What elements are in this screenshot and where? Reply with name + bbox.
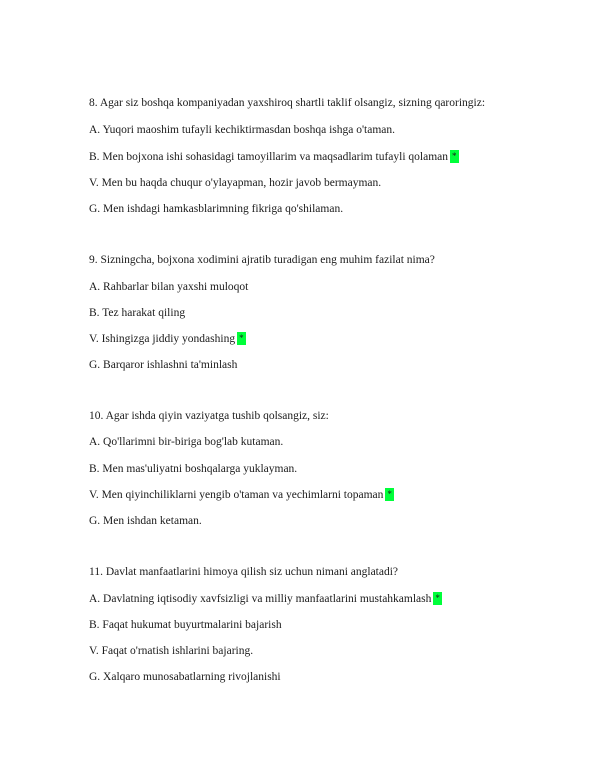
question-9-option-v-text: V. Ishingizga jiddiy yondashing (89, 333, 236, 345)
question-11-option-a (89, 592, 442, 606)
question-9-option-g: G. Barqaror ishlashni ta'minlash (89, 359, 238, 371)
question-10-option-g: G. Men ishdan ketaman. (89, 515, 202, 527)
question-11-option-g: G. Xalqaro munosabatlarning rivojlanishi (89, 671, 281, 683)
correct-answer-marker: * (239, 333, 244, 343)
question-10-text: 10. Agar ishda qiyin vaziyatga tushib qolsangiz, siz: (89, 410, 329, 422)
question-11-option-b: B. Faqat hukumat buyurtmalarini bajarish (89, 619, 282, 631)
correct-answer-marker: * (452, 151, 457, 161)
question-8-text: 8. Agar siz boshqa kompaniyadan yaxshiroq shartli taklif olsangiz, sizning qaroringiz: (89, 97, 486, 109)
question-8-option-a: A. Yuqori maoshim tufayli kechiktirmasdan boshqa ishga o'taman. (89, 124, 396, 136)
correct-answer-marker: * (387, 489, 392, 499)
question-11-option-v: V. Faqat o'rnatish ishlarini bajaring. (89, 645, 254, 657)
question-9-text: 9. Sizningcha, bojxona xodimini ajratib turadigan eng muhim fazilat nima? (89, 254, 435, 266)
question-8-option-b-text: B. Men bojxona ishi sohasidagi tamoyillarim va maqsadlarim tufayli qolaman (89, 151, 448, 163)
question-11-option-a-text: A. Davlatning iqtisodiy xavfsizligi va milliy manfaatlarini mustahkamlash (89, 593, 432, 605)
question-9-option-b: B. Tez harakat qiling (89, 307, 186, 319)
question-8-option-v: V. Men bu haqda chuqur o'ylayapman, hozir javob bermayman. (89, 177, 382, 189)
correct-answer-marker: * (435, 593, 440, 603)
question-10-option-a: A. Qo'llarimni bir-biriga bog'lab kutaman. (89, 436, 284, 448)
question-9-option-v (89, 332, 246, 346)
question-9-option-a: A. Rahbarlar bilan yaxshi muloqot (89, 281, 249, 293)
question-11-text: 11. Davlat manfaatlarini himoya qilish siz uchun nimani anglatadi? (89, 566, 399, 578)
question-10-option-b: B. Men mas'uliyatni boshqalarga yuklayman. (89, 463, 298, 475)
question-10-option-v-text: V. Men qiyinchiliklarni yengib o'taman va yechimlarni topaman (89, 489, 384, 501)
question-8-option-g: G. Men ishdagi hamkasblarimning fikriga qo'shilaman. (89, 203, 344, 215)
question-8-option-b (89, 150, 459, 164)
question-10-option-v (89, 488, 394, 502)
